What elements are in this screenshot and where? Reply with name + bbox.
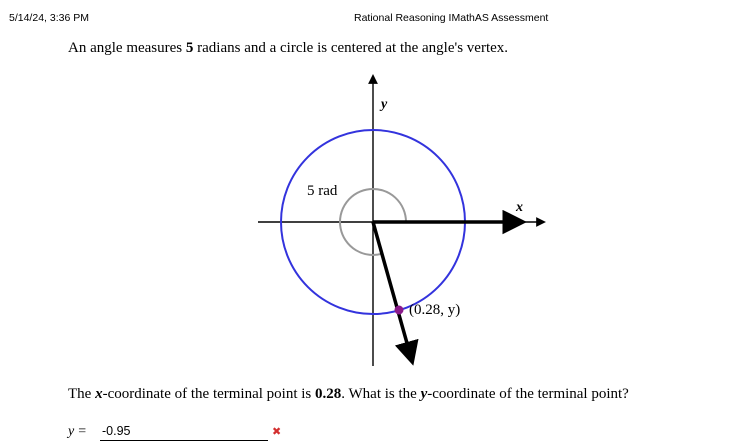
angle-label: 5 rad (307, 183, 338, 199)
prompt-part3: . What is the (341, 386, 421, 402)
terminal-side-ray (373, 222, 412, 361)
intro-text-before: An angle measures (68, 40, 186, 56)
angle-value: 5 (185, 40, 194, 56)
prompt-part1: The (68, 386, 96, 402)
print-datetime: 5/14/24, 3:36 PM (9, 12, 89, 24)
y-axis-label: y (381, 97, 388, 112)
point-label: (0.28, y) (409, 302, 461, 318)
y-symbol: y (420, 386, 428, 402)
print-header (0, 12, 753, 26)
answer-variable: y (68, 424, 75, 439)
prompt-part2: -coordinate of the terminal point is (102, 386, 316, 402)
question-intro (68, 40, 728, 57)
x-coordinate-value: 0.28 (315, 386, 342, 402)
x-axis-label: x (516, 200, 523, 215)
intro-text-after: radians and a circle is centered at the angle's vertex. (193, 40, 509, 56)
print-page-title: Rational Reasoning IMathAS Assessment (354, 12, 549, 24)
unit-circle-figure (250, 70, 550, 370)
answer-row (68, 424, 282, 444)
prompt-part4: -coordinate of the terminal point? (427, 386, 629, 402)
question-prompt (68, 386, 738, 403)
x-symbol: x (95, 386, 103, 402)
terminal-point (395, 306, 404, 315)
incorrect-x-icon: ✖ (272, 425, 282, 438)
answer-input[interactable]: -0.95 (100, 424, 268, 441)
answer-equals: = (78, 424, 87, 439)
